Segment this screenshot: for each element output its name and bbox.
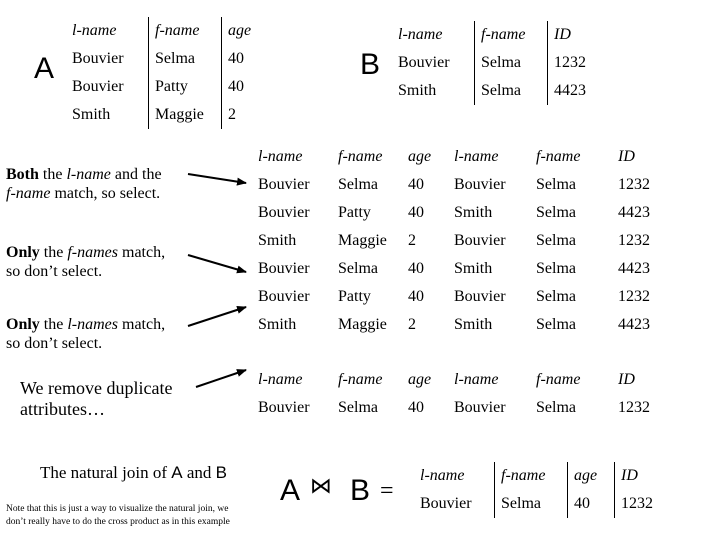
- table-cell: Selma: [536, 399, 576, 416]
- dup-line2: attributes…: [20, 399, 105, 419]
- table-cell: Bouvier: [454, 232, 506, 249]
- lnames-term: l-names: [67, 316, 118, 333]
- table-cell: Maggie: [338, 316, 387, 333]
- table-cell: 40: [408, 288, 424, 305]
- table-a-label: A: [34, 52, 55, 85]
- natural-join-b: B: [215, 463, 227, 482]
- natural-join-and: and: [182, 463, 216, 482]
- both-post: match, so select.: [50, 185, 161, 202]
- column-header: l-name: [454, 371, 499, 388]
- table-cell: Patty: [149, 73, 222, 101]
- table-cell: 1232: [615, 490, 688, 518]
- arrow-remove-duplicates: [196, 370, 246, 387]
- table-cell: Selma: [338, 260, 378, 277]
- lnames-line2: so don’t select.: [6, 335, 103, 352]
- table-cell: Selma: [536, 204, 576, 221]
- both-mid: and the: [110, 166, 162, 183]
- table-cell: 40: [222, 73, 275, 101]
- arrow-both-match: [188, 174, 246, 183]
- both-lname: l-name: [66, 166, 111, 183]
- table-cell: Smith: [258, 232, 297, 249]
- arrow-lnames-match: [188, 307, 246, 326]
- table-cell: Selma: [536, 316, 576, 333]
- join-symbol: ⋈: [310, 474, 332, 499]
- column-header: ID: [548, 21, 611, 49]
- table-cell: 40: [408, 204, 424, 221]
- table-cell: Bouvier: [258, 399, 310, 416]
- table-cell: Maggie: [149, 101, 222, 129]
- column-header: f-name: [495, 462, 568, 490]
- table-cell: Selma: [536, 260, 576, 277]
- footnote-line1: Note that this is just a way to visualize the natural join, we: [6, 504, 229, 514]
- table-cell: Smith: [454, 204, 493, 221]
- column-header: age: [222, 17, 275, 45]
- result-a-symbol: A: [280, 474, 301, 507]
- dup-line1: We remove duplicate: [20, 378, 173, 398]
- column-header: ID: [615, 462, 688, 490]
- table-cell: Selma: [475, 77, 548, 105]
- column-header: l-name: [258, 148, 303, 165]
- table-cell: Selma: [338, 399, 378, 416]
- table-cell: 40: [408, 399, 424, 416]
- both-bold: Both: [6, 166, 39, 183]
- arrow-fnames-match: [188, 255, 246, 272]
- column-header: ID: [618, 148, 635, 165]
- footnote-line2: don’t really have to do the cross product as in this example: [6, 517, 230, 527]
- table-cell: Selma: [495, 490, 568, 518]
- column-header: age: [408, 371, 432, 388]
- table-cell: Bouvier: [454, 399, 506, 416]
- fnames-line2: so don’t select.: [6, 263, 103, 280]
- table-cell: Bouvier: [258, 260, 310, 277]
- table-cell: 2: [222, 101, 275, 129]
- table-cell: Smith: [398, 82, 437, 99]
- column-header: ID: [618, 371, 635, 388]
- column-header: age: [408, 148, 432, 165]
- result-b-symbol: B: [350, 474, 371, 507]
- table-cell: Maggie: [338, 232, 387, 249]
- equals-sign: =: [380, 478, 394, 504]
- table-cell: Bouvier: [72, 50, 124, 67]
- column-header: f-name: [338, 371, 383, 388]
- column-header: f-name: [536, 371, 581, 388]
- column-header: f-name: [149, 17, 222, 45]
- table-cell: 4423: [548, 77, 611, 105]
- lnames-bold: Only: [6, 316, 40, 333]
- table-cell: Smith: [454, 260, 493, 277]
- fnames-term: f-names: [67, 244, 118, 261]
- table-cell: 40: [408, 260, 424, 277]
- table-cell: 4423: [618, 204, 650, 221]
- table-cell: Bouvier: [258, 288, 310, 305]
- fnames-post: match,: [118, 244, 166, 261]
- both-pre: the: [38, 166, 67, 183]
- table-cell: 1232: [618, 288, 650, 305]
- column-header: l-name: [398, 26, 443, 43]
- column-header: age: [568, 462, 615, 490]
- table-cell: Smith: [454, 316, 493, 333]
- table-cell: Bouvier: [72, 78, 124, 95]
- column-header: f-name: [475, 21, 548, 49]
- table-cell: Bouvier: [454, 176, 506, 193]
- lnames-post: match,: [118, 316, 166, 333]
- table-cell: 2: [408, 316, 416, 333]
- table-cell: 40: [568, 490, 615, 518]
- table-cell: Bouvier: [420, 495, 472, 512]
- table-cell: Bouvier: [454, 288, 506, 305]
- table-cell: Selma: [475, 49, 548, 77]
- column-header: l-name: [72, 22, 117, 39]
- table-cell: Patty: [338, 288, 371, 305]
- table-cell: 40: [408, 176, 424, 193]
- table-cell: Bouvier: [398, 54, 450, 71]
- table-cell: 40: [222, 45, 275, 73]
- column-header: l-name: [454, 148, 499, 165]
- table-cell: 1232: [618, 232, 650, 249]
- both-fname: f-name: [6, 185, 51, 202]
- table-cell: 4423: [618, 260, 650, 277]
- table-cell: 2: [408, 232, 416, 249]
- column-header: f-name: [536, 148, 581, 165]
- table-cell: 1232: [618, 399, 650, 416]
- natural-join-pre: The natural join of: [40, 463, 172, 482]
- table-cell: Smith: [72, 106, 111, 123]
- table-cell: Selma: [536, 288, 576, 305]
- fnames-pre: the: [39, 244, 68, 261]
- table-cell: Bouvier: [258, 204, 310, 221]
- table-cell: Selma: [536, 176, 576, 193]
- lnames-pre: the: [39, 316, 68, 333]
- table-cell: Smith: [258, 316, 297, 333]
- table-cell: 1232: [618, 176, 650, 193]
- column-header: l-name: [420, 467, 465, 484]
- table-cell: Bouvier: [258, 176, 310, 193]
- table-b-label: B: [360, 48, 381, 81]
- column-header: l-name: [258, 371, 303, 388]
- column-header: f-name: [338, 148, 383, 165]
- table-cell: Selma: [338, 176, 378, 193]
- table-cell: 4423: [618, 316, 650, 333]
- table-cell: 1232: [548, 49, 611, 77]
- fnames-bold: Only: [6, 244, 40, 261]
- table-cell: Selma: [149, 45, 222, 73]
- table-cell: Selma: [536, 232, 576, 249]
- table-cell: Patty: [338, 204, 371, 221]
- natural-join-a: A: [171, 463, 183, 482]
